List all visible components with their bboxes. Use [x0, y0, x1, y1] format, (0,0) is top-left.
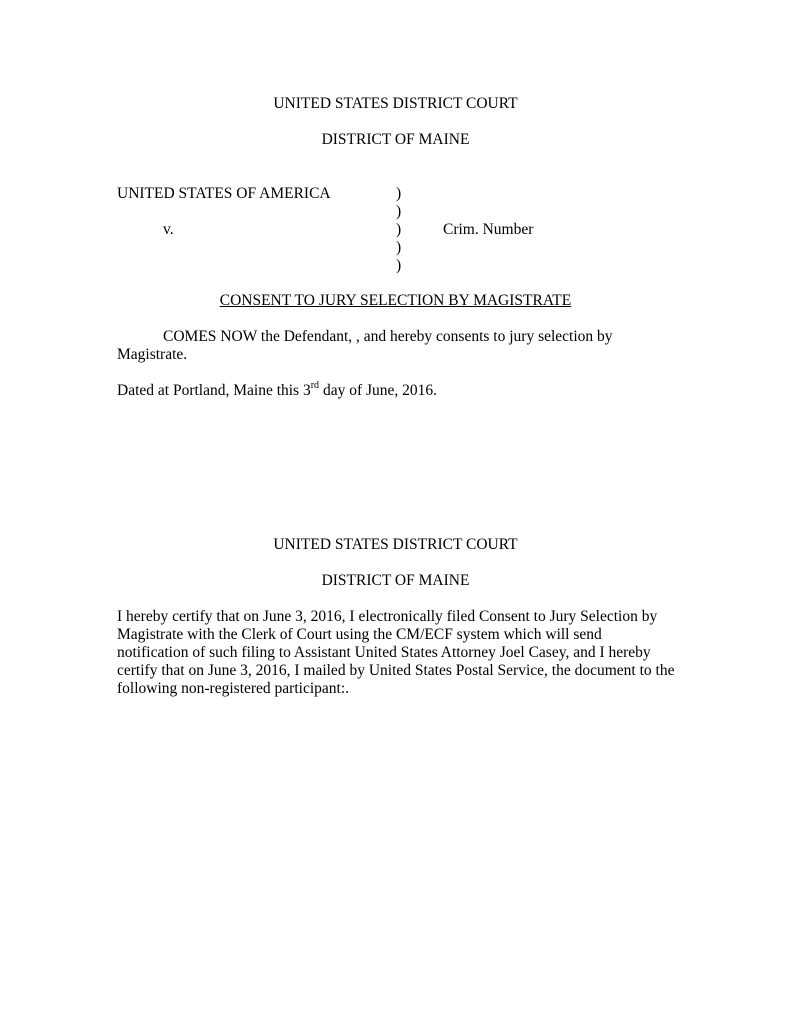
certificate-line: notification of such filing to Assistant United States Attorney Joel Casey, and I hereby [117, 644, 651, 661]
certificate-district-heading: DISTRICT OF MAINE [321, 572, 470, 589]
case-number-label: Crim. Number [443, 221, 534, 238]
body-line: Magistrate. [117, 346, 188, 363]
certificate-line: I hereby certify that on June 3, 2016, I electronically filed Consent to Jury Selection by [117, 608, 658, 625]
caption-paren: ) [396, 185, 402, 202]
dated-line [117, 382, 437, 400]
certificate-line: certify that on June 3, 2016, I mailed by United States Postal Service, the document to the [117, 662, 675, 679]
certificate-line: following non-registered participant:. [117, 680, 350, 697]
document-title: CONSENT TO JURY SELECTION BY MAGISTRATE [219, 292, 572, 309]
body-line: COMES NOW the Defendant, , and hereby consents to jury selection by [163, 328, 613, 345]
caption-paren: ) [396, 239, 402, 256]
dated-prefix: Dated at Portland, Maine this 3 [117, 382, 311, 399]
dated-suffix: day of June, 2016. [319, 382, 438, 399]
certificate-court-heading: UNITED STATES DISTRICT COURT [273, 536, 518, 553]
caption-paren: ) [396, 203, 402, 220]
district-heading: DISTRICT OF MAINE [321, 131, 470, 148]
certificate-line: Magistrate with the Clerk of Court using the CM/ECF system which will send [117, 626, 602, 643]
caption-paren: ) [396, 221, 402, 238]
versus-label: v. [163, 221, 174, 238]
caption-paren: ) [396, 257, 402, 274]
court-name-heading: UNITED STATES DISTRICT COURT [273, 95, 518, 112]
dated-ordinal: rd [310, 380, 320, 391]
plaintiff-name: UNITED STATES OF AMERICA [117, 185, 331, 202]
